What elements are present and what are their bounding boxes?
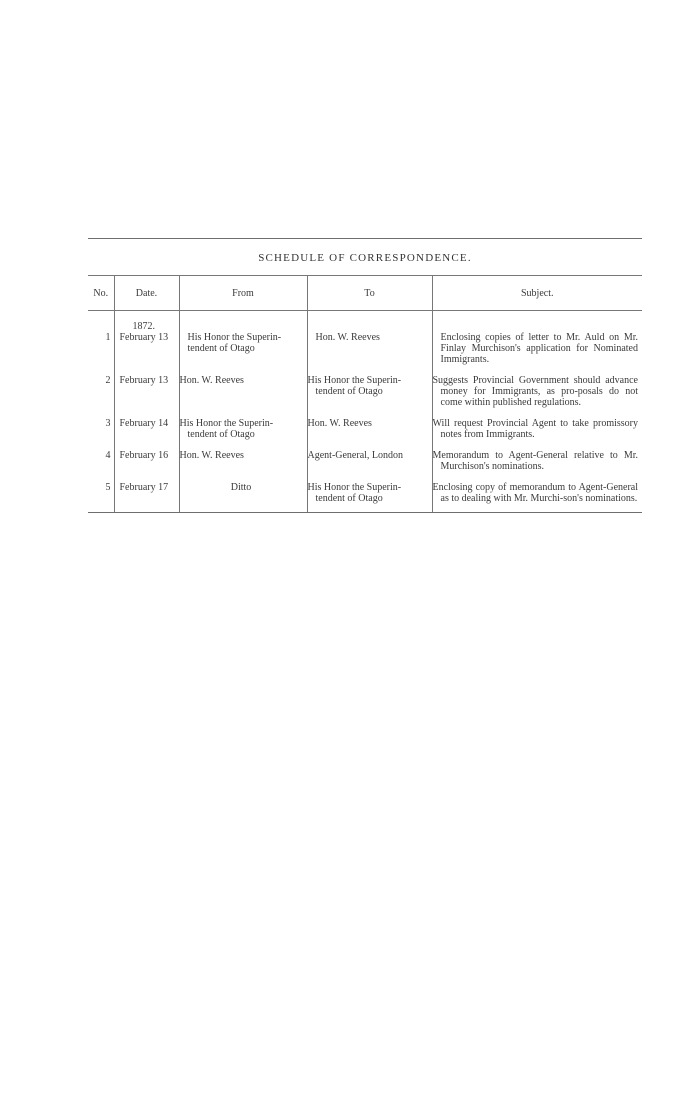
bottom-rule: [88, 512, 642, 513]
row-to: His Honor the Superin-tendent of Otago: [307, 375, 432, 408]
row-number: 3: [105, 418, 111, 429]
year-label: 1872.: [132, 321, 155, 332]
row-to: Hon. W. Reeves: [307, 418, 432, 440]
header-subject: Subject.: [432, 276, 642, 311]
row-number: 1: [105, 332, 111, 343]
header-date: Date.: [114, 276, 179, 311]
row-number: 5: [105, 482, 111, 493]
table-row: [88, 375, 642, 408]
table-row: [88, 482, 642, 512]
page-title: SCHEDULE OF CORRESPONDENCE.: [258, 252, 472, 264]
header-no: No.: [88, 276, 114, 311]
row-from: Hon. W. Reeves: [179, 375, 307, 408]
row-subject: Memorandum to Agent-General relative to Mr. Murchison's nominations.: [432, 450, 642, 472]
row-to: His Honor the Superin-tendent of Otago: [307, 482, 432, 512]
table-row: [88, 418, 642, 440]
table-header-row: [88, 276, 642, 311]
schedule-of-correspondence: [88, 238, 642, 513]
row-date: February 17: [114, 482, 179, 512]
header-to: To: [307, 276, 432, 311]
row-from: His Honor the Superin-tendent of Otago: [179, 418, 307, 440]
table-row: [88, 450, 642, 472]
row-subject: Suggests Provincial Government should advance money for Immigrants, as pro-posals do not come within published regulations.: [432, 375, 642, 408]
row-date: February 14: [114, 418, 179, 440]
top-rule: [88, 238, 642, 239]
table-row: [88, 321, 642, 365]
header-from: From: [179, 276, 307, 311]
row-to: Hon. W. Reeves: [315, 332, 380, 343]
row-subject: Enclosing copy of memorandum to Agent-General as to dealing with Mr. Murchi-son's nominations.: [432, 482, 642, 512]
row-subject: Enclosing copies of letter to Mr. Auld on Mr. Finlay Murchison's application for Nominated Immigrants.: [440, 332, 638, 365]
row-from: Ditto: [179, 482, 307, 512]
row-date: February 16: [114, 450, 179, 472]
row-subject: Will request Provincial Agent to take promissory notes from Immigrants.: [432, 418, 642, 440]
row-to: Agent-General, London: [307, 450, 432, 472]
correspondence-table: [88, 275, 642, 512]
row-number: 2: [105, 375, 111, 386]
row-date: February 13: [119, 332, 169, 343]
row-number: 4: [105, 450, 111, 461]
row-date: February 13: [114, 375, 179, 408]
row-from: His Honor the Superin-tendent of Otago: [187, 332, 282, 354]
row-from: Hon. W. Reeves: [179, 450, 307, 472]
